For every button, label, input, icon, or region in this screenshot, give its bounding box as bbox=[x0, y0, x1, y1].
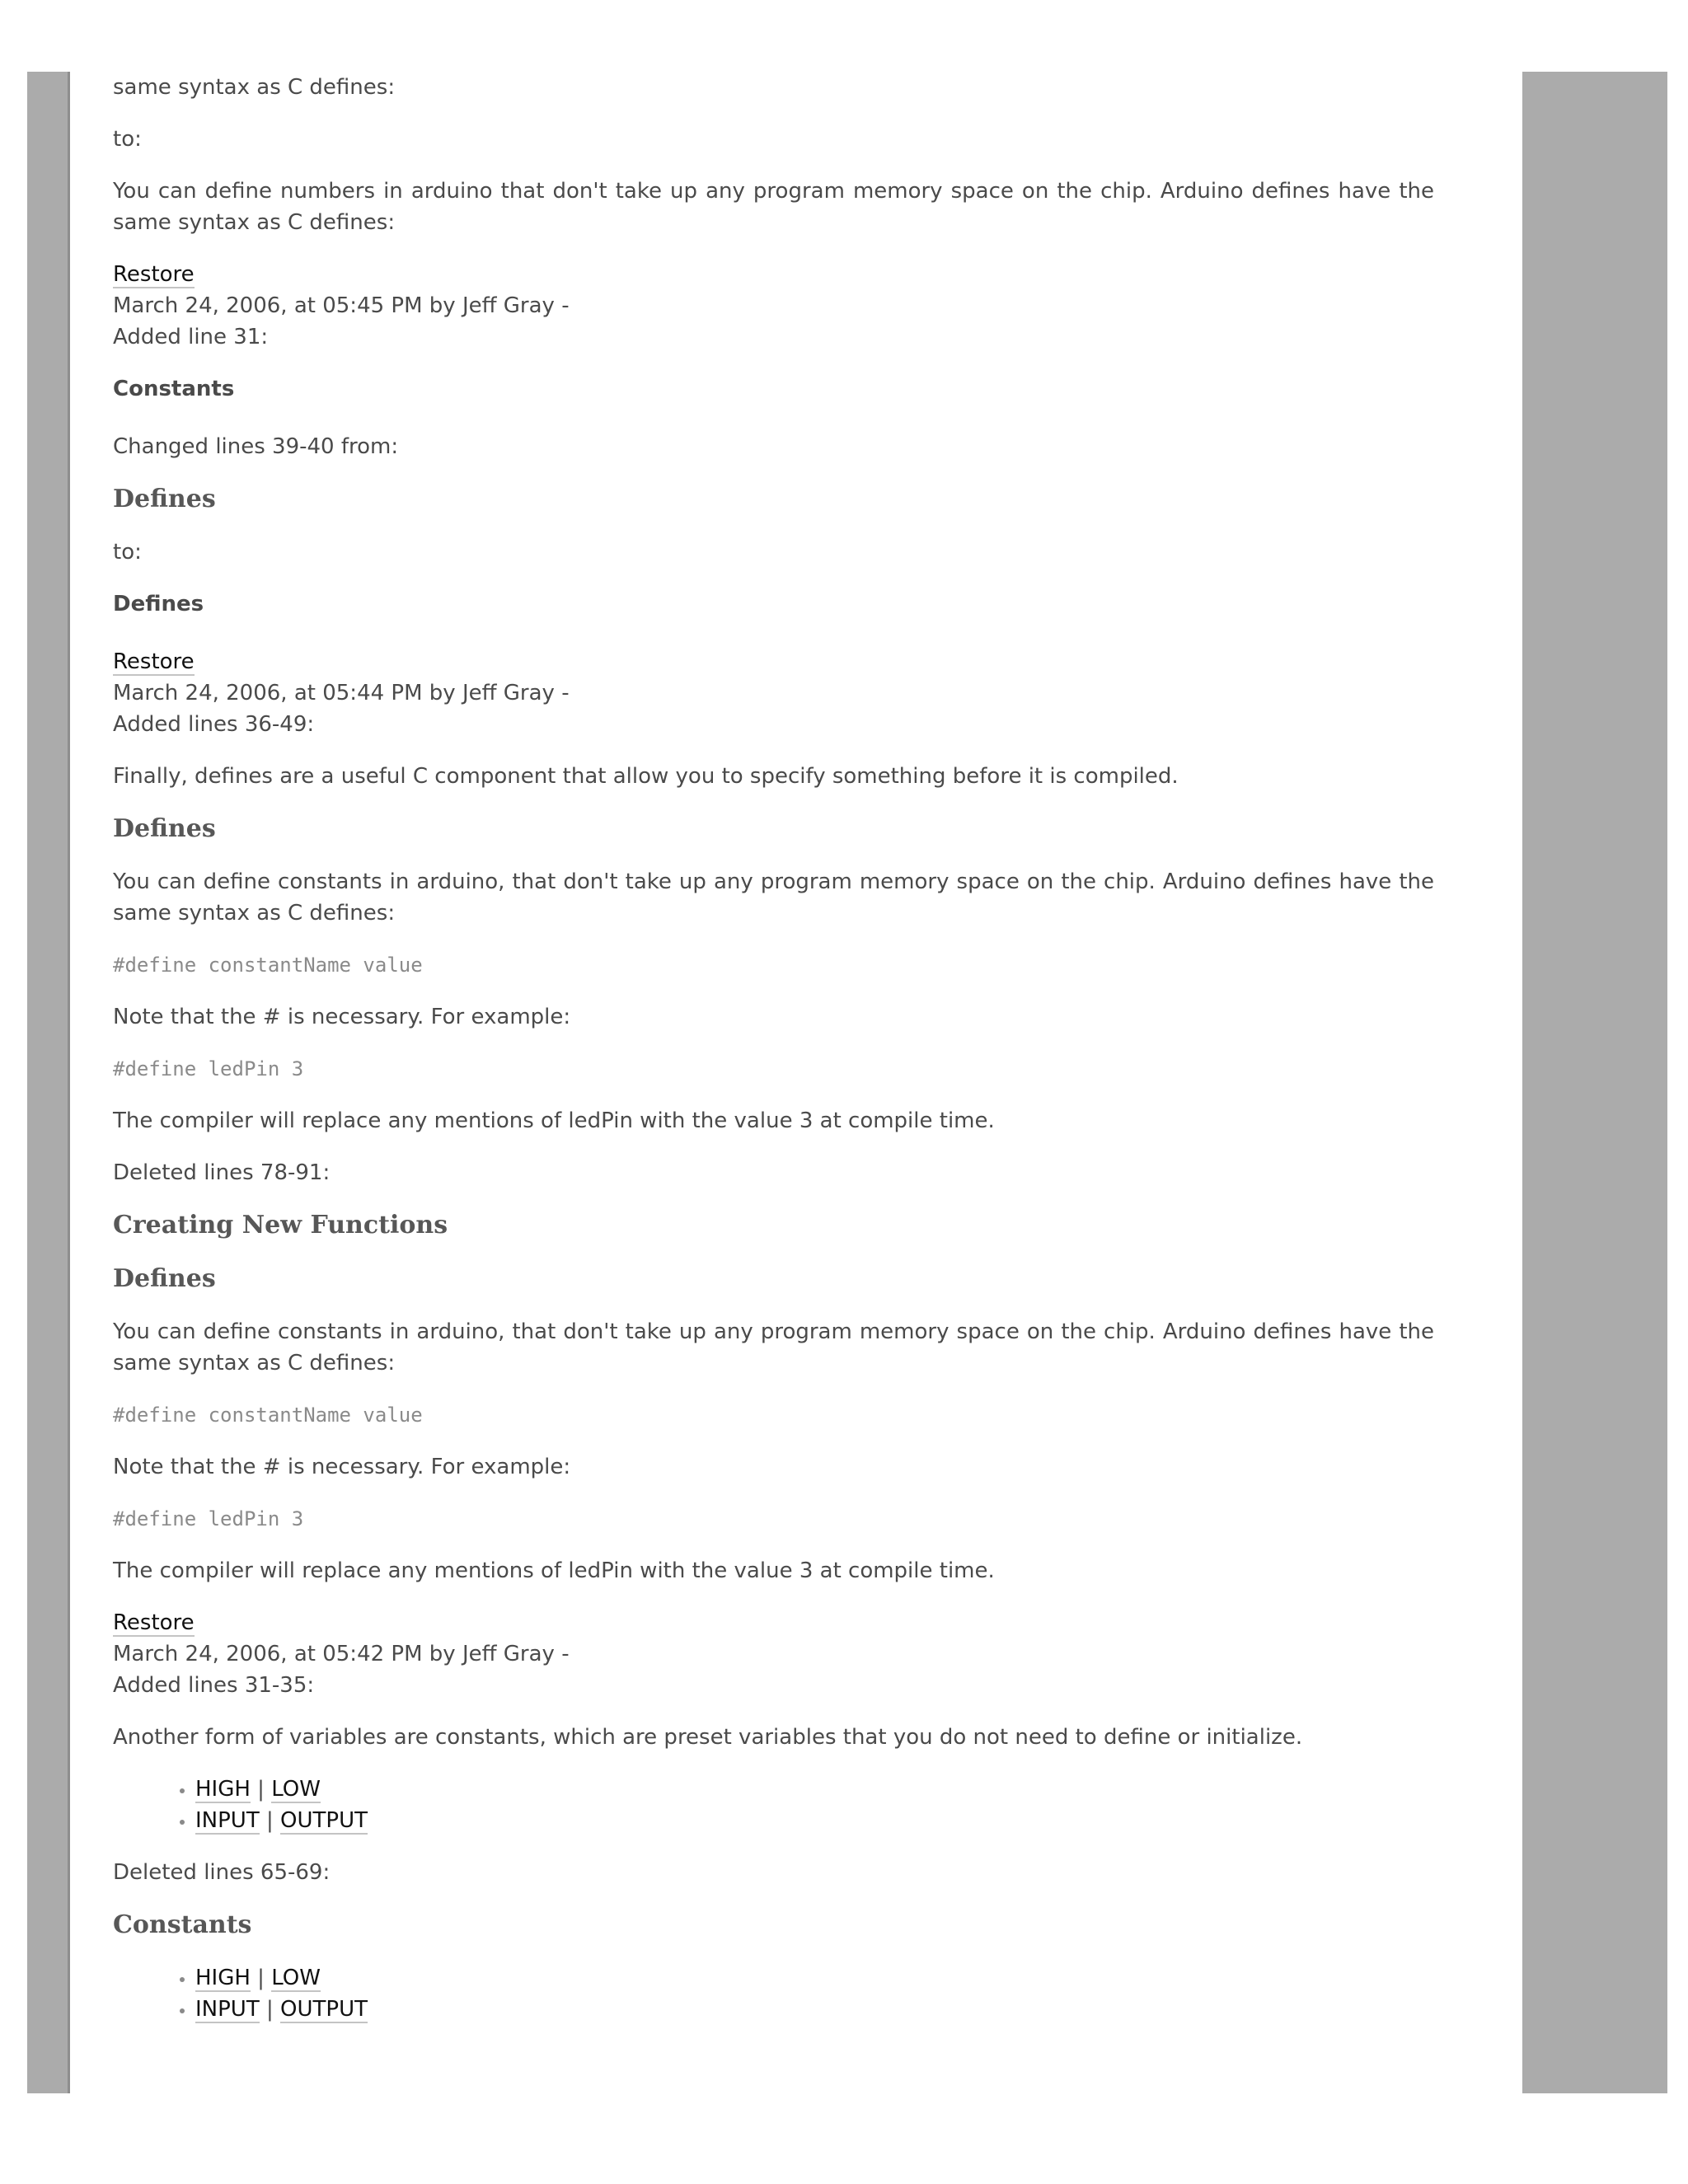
constant-link-high[interactable]: HIGH bbox=[195, 1777, 251, 1802]
list-item bbox=[195, 1774, 1434, 1805]
list-separator: | bbox=[259, 1808, 281, 1833]
diff-subheading: Defines bbox=[113, 592, 204, 616]
right-gutter bbox=[1522, 72, 1667, 2093]
diff-text: Note that the # is necessary. For example: bbox=[113, 1005, 571, 1029]
constant-link-low[interactable]: LOW bbox=[271, 1966, 321, 1990]
restore-link[interactable]: Restore bbox=[113, 262, 195, 287]
diff-text: to: bbox=[113, 540, 142, 565]
list-item bbox=[195, 1962, 1434, 1994]
diff-text: You can define constants in arduino, that don't take up any program memory space on the chip. Arduino defines have the same syntax as C defines: bbox=[113, 1319, 1434, 1376]
diff-heading: Defines bbox=[113, 485, 216, 513]
diff-subheading: Constants bbox=[113, 377, 235, 401]
diff-text: Finally, defines are a useful C component that allow you to specify something before it is compiled. bbox=[113, 764, 1179, 789]
list-separator: | bbox=[250, 1777, 272, 1802]
diff-text: Changed lines 39-40 from: bbox=[113, 434, 399, 459]
restore-link[interactable]: Restore bbox=[113, 649, 195, 674]
constants-list bbox=[113, 1774, 1434, 1836]
diff-text: You can define numbers in arduino that don't take up any program memory space on the chip. Arduino defines have the same syntax as C defines: bbox=[113, 179, 1434, 235]
code-snippet: #define constantName value bbox=[113, 954, 423, 977]
revision-change: Added lines 31-35: bbox=[113, 1673, 315, 1698]
diff-text: The compiler will replace any mentions of ledPin with the value 3 at compile time. bbox=[113, 1108, 995, 1133]
diff-text: You can define constants in arduino, that don't take up any program memory space on the chip. Arduino defines have the same syntax as C defines: bbox=[113, 869, 1434, 926]
list-separator: | bbox=[250, 1966, 272, 1990]
diff-text: same syntax as C defines: bbox=[113, 75, 396, 100]
diff-heading: Defines bbox=[113, 814, 216, 843]
restore-link[interactable]: Restore bbox=[113, 1610, 195, 1635]
constant-link-low[interactable]: LOW bbox=[271, 1777, 321, 1802]
revision-change: Added line 31: bbox=[113, 325, 269, 349]
page-history-content bbox=[113, 72, 1434, 2046]
revision-entry bbox=[113, 646, 1434, 740]
diff-text: Deleted lines 78-91: bbox=[113, 1160, 331, 1185]
diff-text: to: bbox=[113, 127, 142, 152]
diff-text: Deleted lines 65-69: bbox=[113, 1860, 331, 1885]
constant-link-output[interactable]: OUTPUT bbox=[280, 1808, 368, 1833]
constant-link-input[interactable]: INPUT bbox=[195, 1808, 260, 1833]
left-gutter bbox=[27, 72, 70, 2093]
revision-change: Added lines 36-49: bbox=[113, 712, 315, 737]
diff-text: Another form of variables are constants, which are preset variables that you do not need to define or initialize. bbox=[113, 1725, 1303, 1750]
revision-meta: March 24, 2006, at 05:45 PM by Jeff Gray - bbox=[113, 293, 570, 318]
constants-list bbox=[113, 1962, 1434, 2025]
revision-entry bbox=[113, 259, 1434, 353]
constant-link-input[interactable]: INPUT bbox=[195, 1997, 260, 2022]
revision-meta: March 24, 2006, at 05:44 PM by Jeff Gray - bbox=[113, 681, 570, 705]
code-snippet: #define ledPin 3 bbox=[113, 1507, 304, 1530]
list-item bbox=[195, 1805, 1434, 1836]
code-snippet: #define constantName value bbox=[113, 1404, 423, 1427]
constant-link-high[interactable]: HIGH bbox=[195, 1966, 251, 1990]
code-snippet: #define ledPin 3 bbox=[113, 1057, 304, 1080]
constant-link-output[interactable]: OUTPUT bbox=[280, 1997, 368, 2022]
diff-text: Note that the # is necessary. For example: bbox=[113, 1455, 571, 1479]
diff-text: The compiler will replace any mentions of ledPin with the value 3 at compile time. bbox=[113, 1558, 995, 1583]
list-item bbox=[195, 1994, 1434, 2025]
diff-heading: Constants bbox=[113, 1910, 252, 1939]
diff-heading: Creating New Functions bbox=[113, 1211, 448, 1240]
diff-heading: Defines bbox=[113, 1264, 216, 1293]
revision-meta: March 24, 2006, at 05:42 PM by Jeff Gray - bbox=[113, 1642, 570, 1666]
revision-entry bbox=[113, 1607, 1434, 1701]
list-separator: | bbox=[259, 1997, 281, 2022]
